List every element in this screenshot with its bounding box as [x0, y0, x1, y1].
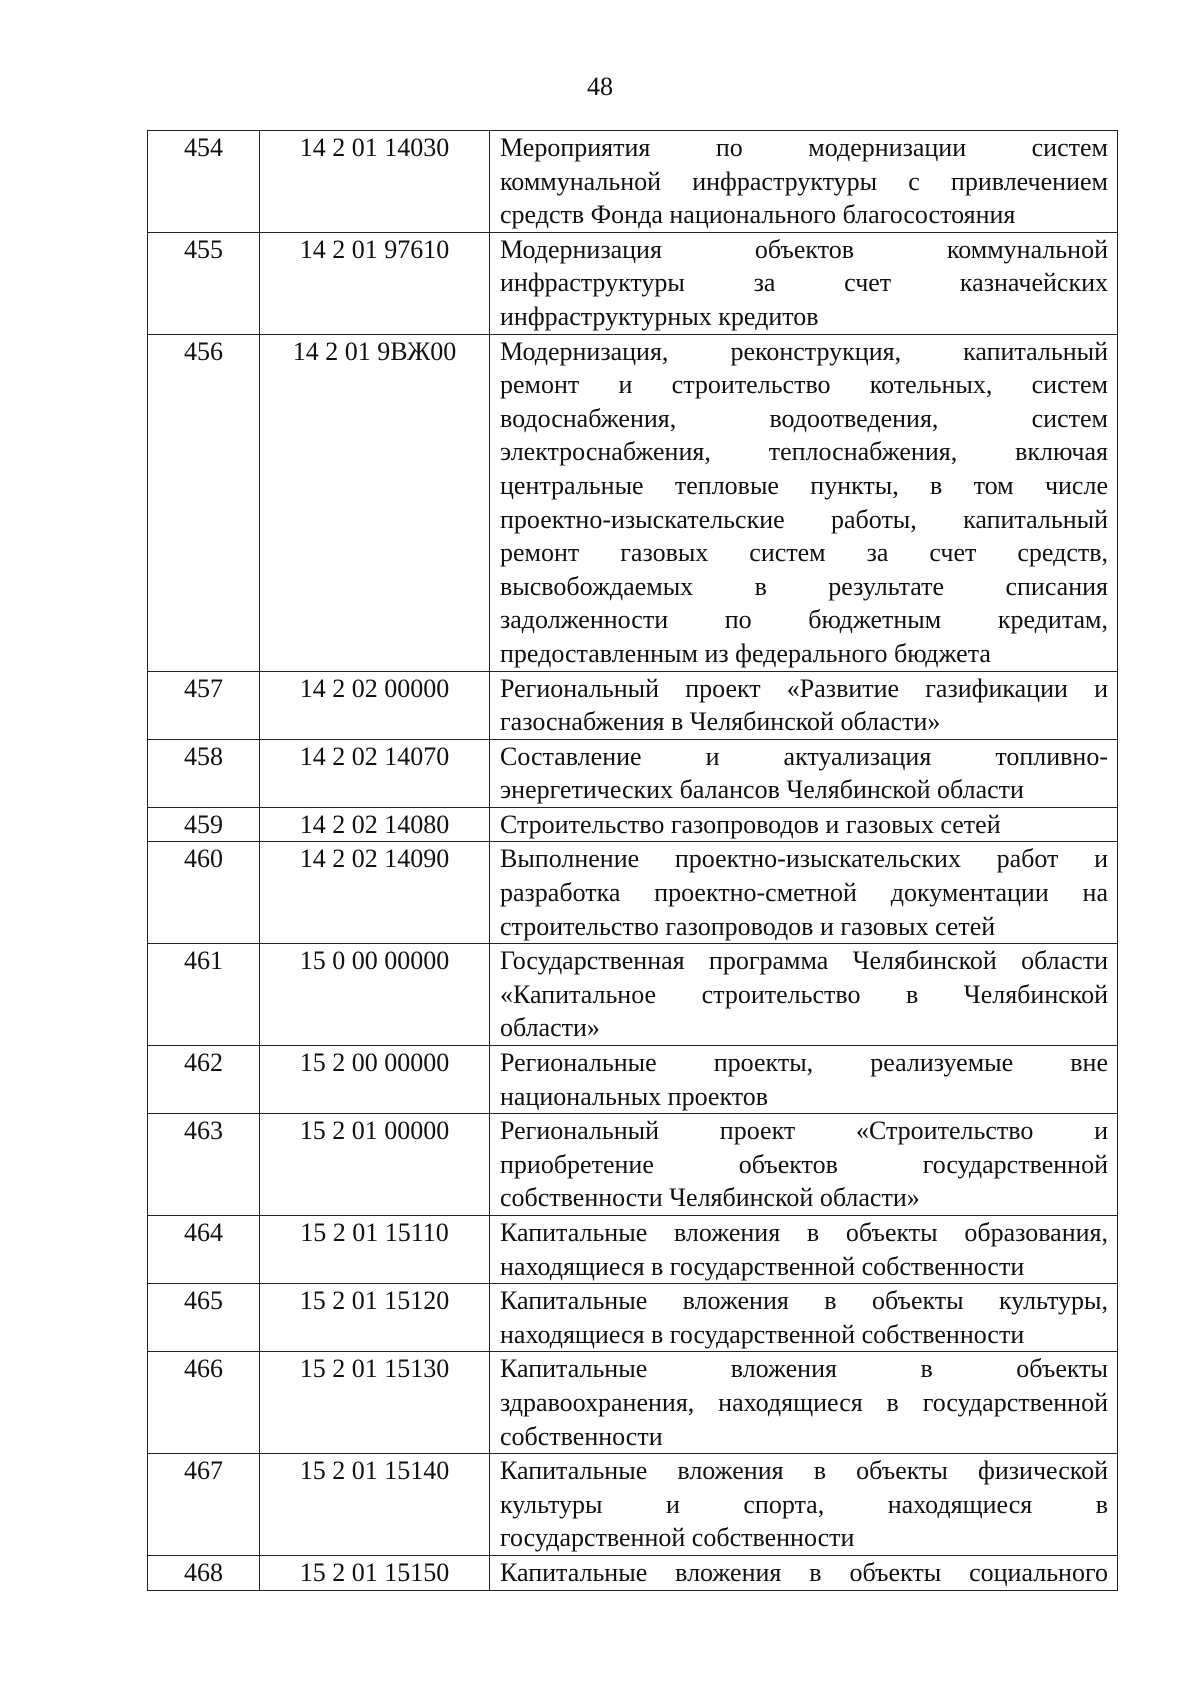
article-name-line: средств Фонда национального благосостояния [500, 200, 1016, 230]
page-number: 48 [587, 72, 613, 101]
table-row [148, 1216, 1118, 1284]
article-name-line: инфраструктуры за счет казначейских [500, 268, 1108, 298]
article-name-line: газоснабжения в Челябинской области» [500, 707, 941, 737]
article-name [490, 739, 1118, 807]
row-number: 463 [148, 1114, 260, 1216]
row-number: 467 [148, 1454, 260, 1556]
article-name-line: Государственная программа Челябинской области [500, 946, 1108, 976]
article-name-line: Капитальные вложения в объекты физической [500, 1456, 1108, 1486]
article-name-line: инфраструктурных кредитов [500, 301, 819, 331]
table-row [148, 1555, 1118, 1590]
article-name-line: Модернизация, реконструкция, капитальный [500, 336, 1108, 366]
article-name-line: ремонт газовых систем за счет средств, [500, 538, 1108, 568]
table-row [148, 842, 1118, 944]
article-name-line: электроснабжения, теплоснабжения, включая [500, 437, 1108, 467]
target-article-code: 14 2 01 9ВЖ00 [260, 334, 490, 671]
table-body [148, 131, 1118, 1591]
row-number: 461 [148, 944, 260, 1046]
target-article-code: 14 2 01 97610 [260, 232, 490, 334]
article-name-line: находящиеся в государственной собственности [500, 1251, 1025, 1281]
article-name [490, 807, 1118, 842]
table-row [148, 807, 1118, 842]
row-number: 457 [148, 671, 260, 739]
article-name-line: Строительство газопроводов и газовых сетей [500, 809, 1001, 839]
article-name-line: культуры и спорта, находящиеся в [500, 1489, 1108, 1519]
table-row [148, 671, 1118, 739]
article-name [490, 1046, 1118, 1114]
article-name [490, 334, 1118, 671]
article-name-line: водоснабжения, водоотведения, систем [500, 403, 1108, 433]
article-name [490, 671, 1118, 739]
article-name-line: Региональный проект «Развитие газификации и [500, 673, 1108, 703]
table-row [148, 131, 1118, 233]
article-name-line: Капитальные вложения в объекты социального [500, 1557, 1108, 1587]
table-row [148, 334, 1118, 671]
article-name-line: Региональные проекты, реализуемые вне [500, 1048, 1108, 1078]
table-row [148, 1454, 1118, 1556]
target-article-code: 15 2 00 00000 [260, 1046, 490, 1114]
article-name [490, 842, 1118, 944]
article-name-line: собственности Челябинской области» [500, 1183, 920, 1213]
target-article-code: 15 0 00 00000 [260, 944, 490, 1046]
article-name [490, 1555, 1118, 1590]
article-name-line: строительство газопроводов и газовых сетей [500, 911, 996, 941]
article-name-line: Капитальные вложения в объекты [500, 1354, 1108, 1384]
article-name-line: задолженности по бюджетным кредитам, [500, 605, 1108, 635]
article-name-line: проектно-изыскательские работы, капитальный [500, 504, 1108, 534]
row-number: 465 [148, 1284, 260, 1352]
article-name-line: Модернизация объектов коммунальной [500, 234, 1108, 264]
article-name-line: высвобождаемых в результате списания [500, 571, 1108, 601]
article-name-line: предоставленным из федерального бюджета [500, 638, 991, 668]
article-name-line: ремонт и строительство котельных, систем [500, 370, 1108, 400]
article-name-line: собственности [500, 1421, 663, 1451]
classification-table [147, 130, 1118, 1591]
article-name-line: Мероприятия по модернизации систем [500, 133, 1108, 162]
target-article-code: 15 2 01 00000 [260, 1114, 490, 1216]
target-article-code: 15 2 01 15120 [260, 1284, 490, 1352]
target-article-code: 14 2 02 14080 [260, 807, 490, 842]
table-row [148, 1284, 1118, 1352]
article-name [490, 232, 1118, 334]
article-name-line: государственной собственности [500, 1523, 855, 1553]
table-row [148, 739, 1118, 807]
target-article-code: 14 2 02 00000 [260, 671, 490, 739]
article-name-line: Капитальные вложения в объекты образования, [500, 1218, 1108, 1247]
article-name [490, 1454, 1118, 1556]
table-row [148, 1114, 1118, 1216]
table-row [148, 944, 1118, 1046]
row-number: 458 [148, 739, 260, 807]
article-name [490, 1352, 1118, 1454]
row-number: 466 [148, 1352, 260, 1454]
article-name-line: национальных проектов [500, 1081, 769, 1111]
target-article-code: 14 2 02 14090 [260, 842, 490, 944]
row-number: 464 [148, 1216, 260, 1284]
article-name [490, 944, 1118, 1046]
article-name-line: Составление и актуализация топливно- [500, 741, 1108, 771]
article-name-line: коммунальной инфраструктуры с привлечением [500, 166, 1108, 196]
article-name-line: Региональный проект «Строительство и [500, 1116, 1108, 1146]
row-number: 456 [148, 334, 260, 671]
row-number: 468 [148, 1555, 260, 1590]
target-article-code: 14 2 02 14070 [260, 739, 490, 807]
article-name [490, 1114, 1118, 1216]
target-article-code: 15 2 01 15110 [260, 1216, 490, 1284]
article-name-line: энергетических балансов Челябинской области [500, 775, 1024, 805]
table-row [148, 232, 1118, 334]
article-name [490, 1284, 1118, 1352]
article-name-line: «Капитальное строительство в Челябинской [500, 979, 1108, 1009]
table-row [148, 1046, 1118, 1114]
target-article-code: 15 2 01 15150 [260, 1555, 490, 1590]
row-number: 459 [148, 807, 260, 842]
article-name-line: приобретение объектов государственной [500, 1149, 1108, 1179]
table-row [148, 1352, 1118, 1454]
article-name [490, 1216, 1118, 1284]
row-number: 460 [148, 842, 260, 944]
row-number: 454 [148, 131, 260, 233]
article-name-line: Капитальные вложения в объекты культуры, [500, 1286, 1108, 1316]
row-number: 455 [148, 232, 260, 334]
article-name-line: находящиеся в государственной собственности [500, 1319, 1025, 1349]
article-name-line: центральные тепловые пункты, в том числе [500, 470, 1108, 500]
article-name-line: разработка проектно-сметной документации на [500, 878, 1108, 908]
row-number: 462 [148, 1046, 260, 1114]
target-article-code: 15 2 01 15130 [260, 1352, 490, 1454]
target-article-code: 14 2 01 14030 [260, 131, 490, 233]
article-name-line: Выполнение проектно-изыскательских работ и [500, 844, 1108, 874]
target-article-code: 15 2 01 15140 [260, 1454, 490, 1556]
article-name-line: области» [500, 1013, 600, 1043]
article-name [490, 131, 1118, 233]
article-name-line: здравоохранения, находящиеся в государственной [500, 1387, 1108, 1417]
